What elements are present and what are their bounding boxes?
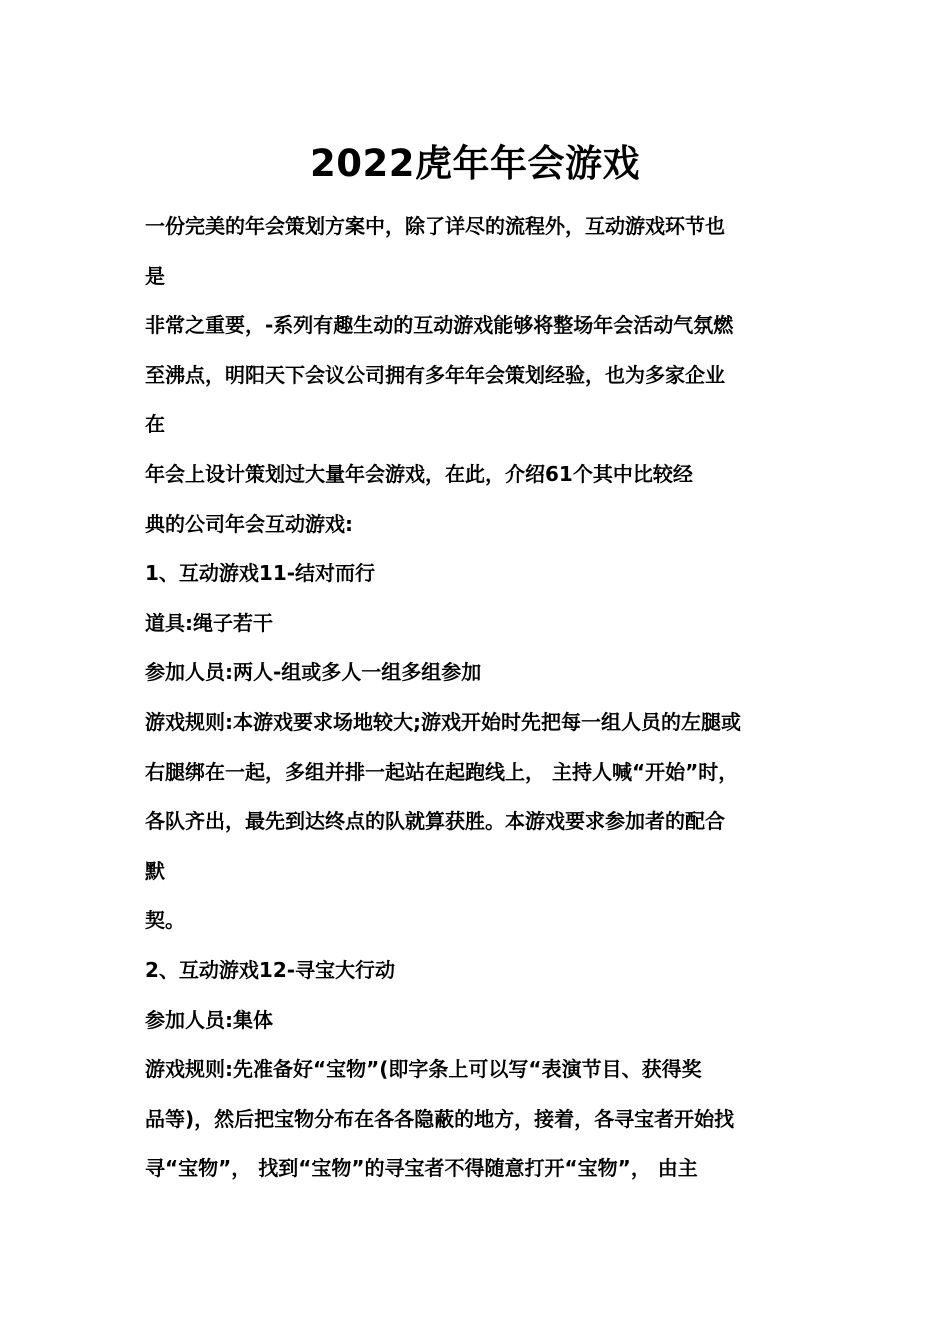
participants-line: 参加人员:两人-组或多人一组多组参加	[145, 660, 482, 685]
rules-line: 品等)，然后把宝物分布在各各隐蔽的地方，接着，各寻宝者开始找	[145, 1106, 735, 1131]
rules-line: 右腿绑在一起，多组并排一起站在起跑线上， 主持人喊“开始”时，	[145, 759, 739, 784]
section-heading-game-1: 1、互动游戏11-结对而行	[145, 561, 376, 586]
paragraph-line: 一份完美的年会策划方案中，除了详尽的流程外，互动游戏环节也	[145, 214, 725, 238]
paragraph-line: 在	[145, 412, 165, 437]
rules-line: 游戏规则:本游戏要求场地较大;游戏开始时先把每一组人员的左腿或	[145, 709, 741, 734]
props-line: 道具:绳子若干	[145, 610, 273, 635]
rules-line: 各队齐出，最先到达终点的队就算获胜。本游戏要求参加者的配合	[145, 809, 725, 834]
participants-line: 参加人员:集体	[145, 1007, 273, 1032]
paragraph-line: 至沸点，明阳天下会议公司拥有多年年会策划经验，也为多家企业	[145, 362, 725, 387]
rules-line: 寻“宝物”， 找到“宝物”的寻宝者不得随意打开“宝物”， 由主	[145, 1156, 698, 1181]
rules-line: 默	[145, 858, 165, 883]
paragraph-line: 典的公司年会互动游戏:	[145, 511, 353, 536]
document-title: 2022虎年年会游戏	[310, 142, 640, 185]
section-heading-game-2: 2、互动游戏12-寻宝大行动	[145, 957, 396, 982]
paragraph-line: 年会上设计策划过大量年会游戏，在此，介绍61个其中比较经	[145, 461, 693, 486]
document-body	[145, 202, 825, 1194]
paragraph-line: 非常之重要，-系列有趣生动的互动游戏能够将整场年会活动气氛燃	[145, 313, 734, 338]
paragraph-line: 是	[145, 263, 165, 288]
rules-line: 游戏规则:先准备好“宝物”(即字条上可以写“表演节目、获得奖	[145, 1057, 702, 1082]
rules-line: 契。	[145, 908, 185, 933]
